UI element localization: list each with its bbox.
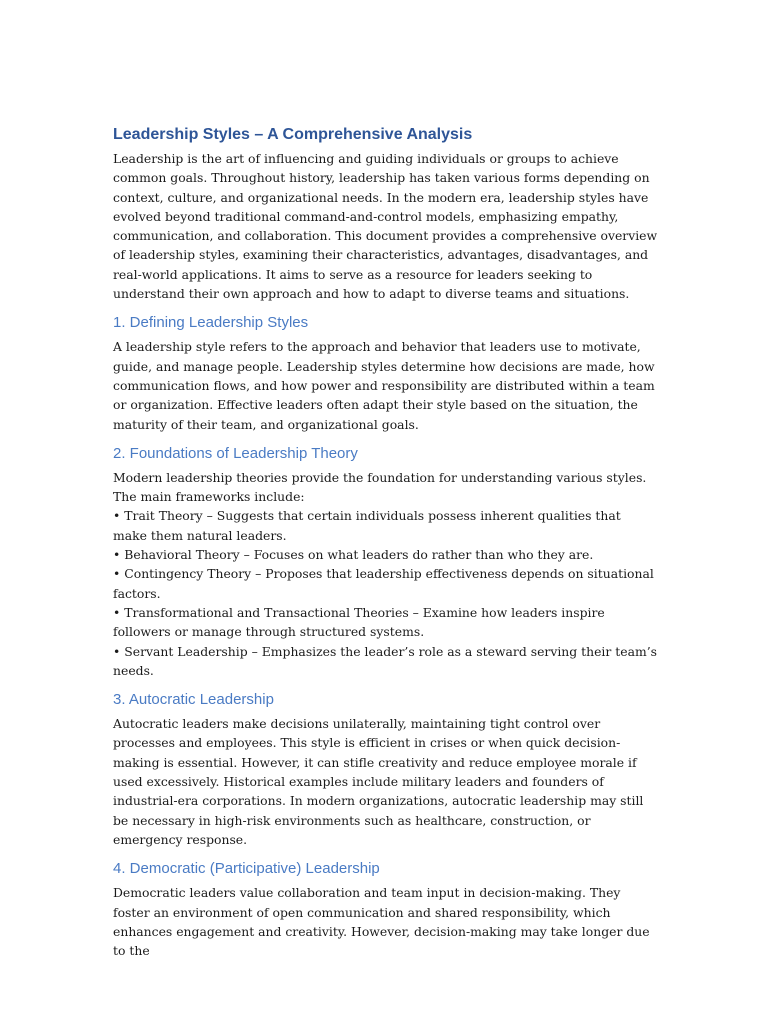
section-paragraph: Democratic leaders value collaboration and team input in decision-making. They foster an environment of open communication and shared responsibility, which enhances engagement and creativity. However, decision-making may take longer due to the: [113, 885, 650, 959]
bullet-item-behavioral-theory: • Behavioral Theory – Focuses on what leaders do rather than who they are.: [113, 545, 658, 564]
bullet-item-contingency-theory: • Contingency Theory – Proposes that leadership effectiveness depends on situational factors.: [113, 564, 658, 603]
section-heading: 3. Autocratic Leadership: [113, 691, 274, 709]
section-paragraph: A leadership style refers to the approach and behavior that leaders use to motivate, guide, and manage people. Leadership styles determine how decisions are made, how communication flows, and how power and responsibility are distributed within a team or organization. Effective leaders often adapt their style based on the situation, the maturity of their team, and organizational goals.: [113, 339, 655, 432]
section-heading: 2. Foundations of Leadership Theory: [113, 444, 358, 462]
section-paragraph: Autocratic leaders make decisions unilaterally, maintaining tight control over processes and employees. This style is efficient in crises or when quick decision-making is essential. However, it can stifle creativity and reduce employee morale if used excessively. Historical examples include military leaders and founders of industrial-era corporations. In modern organizations, autocratic leadership may still be necessary in high-risk environments such as healthcare, construction, or emergency response.: [113, 716, 644, 847]
intro-paragraph: Leadership is the art of influencing and guiding individuals or groups to achieve common goals. Throughout history, leadership has taken various forms depending on context, culture, and organizational needs. In the modern era, leadership styles have evolved beyond traditional command-and-control models, emphasizing empathy, communication, and collaboration. This document provides a comprehensive overview of leadership styles, examining their characteristics, advantages, disadvantages, and real-world applications. It aims to serve as a resource for leaders seeking to understand their own approach and how to adapt to diverse teams and situations.: [113, 151, 658, 302]
section-defining-leadership-styles: [113, 312, 658, 433]
bullet-item-servant-leadership: • Servant Leadership – Emphasizes the leader’s role as a steward serving their team’s needs.: [113, 642, 658, 681]
section-paragraph: Modern leadership theories provide the foundation for understanding various styles. The main frameworks include:: [113, 469, 647, 505]
section-democratic-leadership: [113, 858, 658, 960]
document-title: Leadership Styles – A Comprehensive Analysis: [113, 126, 473, 143]
section-foundations-of-leadership-theory: [113, 443, 658, 680]
bullet-item-transformational-transactional: • Transformational and Transactional Theories – Examine how leaders inspire followers or manage through structured systems.: [113, 603, 658, 642]
section-autocratic-leadership: [113, 689, 658, 849]
section-heading: 1. Defining Leadership Styles: [113, 314, 309, 332]
section-heading: 4. Democratic (Participative) Leadership: [113, 860, 380, 878]
theory-bullet-list: [113, 506, 658, 680]
bullet-item-trait-theory: • Trait Theory – Suggests that certain individuals possess inherent qualities that make them natural leaders.: [113, 506, 658, 545]
document-page: [113, 124, 658, 960]
